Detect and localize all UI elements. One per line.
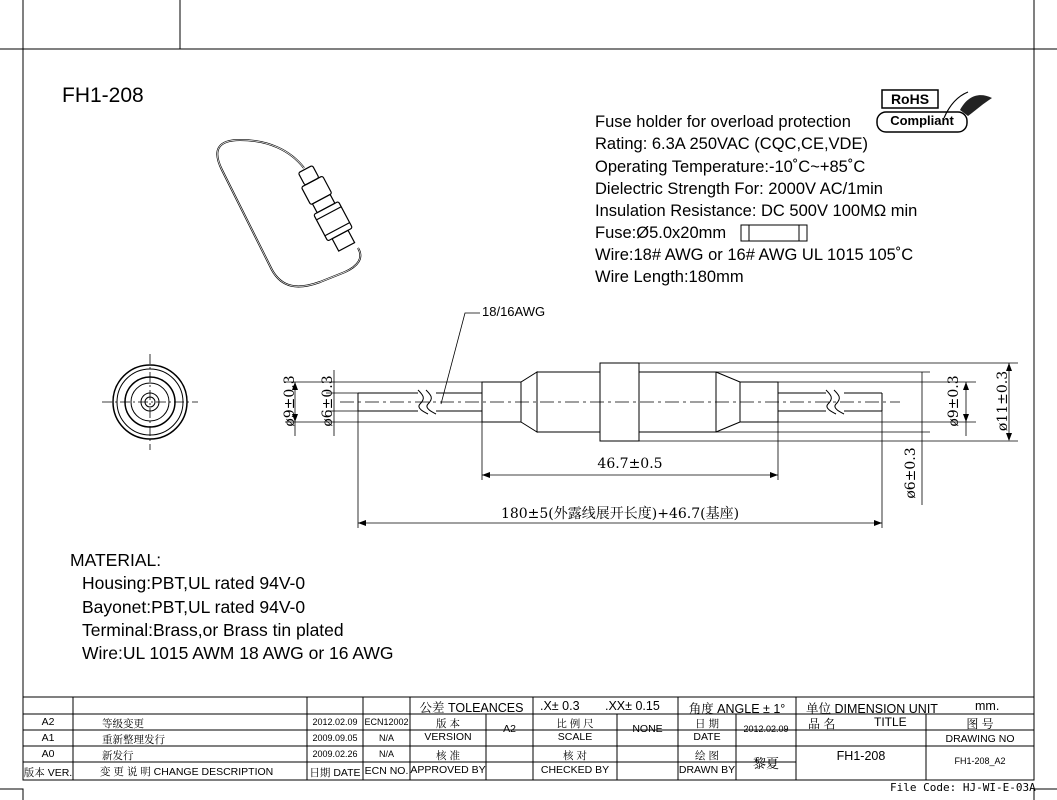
revision-desc: 重新整理发行: [102, 734, 165, 746]
drawn-label-cn: 绘 图: [695, 750, 719, 762]
revision-desc: 新发行: [102, 750, 134, 762]
dimension-unit-value: mm.: [975, 699, 1000, 713]
dim-body-length: 46.7±0.5: [597, 456, 663, 472]
checked-label: CHECKED BY: [540, 764, 610, 776]
rohs-logo-text: RoHS: [890, 91, 930, 107]
material-item: Housing:PBT,UL rated 94V-0: [82, 573, 306, 593]
tolerance-x: .X± 0.3: [540, 699, 580, 713]
checked-label-cn: 核 对: [563, 750, 587, 762]
drawing-no-value: FH1-208_A2: [954, 756, 1006, 766]
version-value: A2: [503, 723, 516, 735]
part-number: FH1-208: [62, 84, 144, 107]
wire-gauge-label: 18/16AWG: [482, 304, 546, 319]
drawn-label: DRAWN BY: [678, 764, 736, 776]
dim-d6-left: ø6±0.3: [320, 375, 336, 427]
drawing-no-label: DRAWING NO: [945, 733, 1015, 745]
scale-label-cn: 比 例 尺: [556, 718, 594, 730]
tolerance-xx: .XX± 0.15: [605, 699, 660, 713]
version-label-cn: 版 本: [436, 718, 460, 730]
revision-desc: 等级变更: [102, 718, 144, 730]
header-change-description: 变 更 说 明 CHANGE DESCRIPTION: [100, 766, 274, 778]
end-view: [102, 354, 198, 450]
date-label-cn: 日 期: [695, 718, 719, 730]
dim-d9-left: ø9±0.3: [282, 375, 298, 427]
title-label-cn: 品 名: [808, 717, 836, 731]
dim-d11-right: ø11±0.3: [995, 370, 1011, 432]
dim-d6-bottom: ø6±0.3: [903, 447, 919, 499]
revision-ecn: ECN12002: [364, 717, 409, 727]
approved-label-cn: 核 准: [436, 750, 460, 762]
spec-line: Operating Temperature:-10˚C~+85˚C: [595, 158, 866, 176]
revision-ver: A1: [41, 732, 55, 744]
material-heading: MATERIAL:: [70, 550, 162, 570]
dim-total-length: 180±5(外露线展开长度)+46.7(基座): [500, 506, 740, 522]
scale-label: SCALE: [557, 731, 593, 743]
spec-line: Rating: 6.3A 250VAC (CQC,CE,VDE): [595, 135, 868, 153]
tolerance-angle: 角度 ANGLE ± 1°: [688, 702, 786, 716]
material-item: Wire:UL 1015 AWM 18 AWG or 16 AWG: [82, 643, 394, 663]
revision-ver: A0: [41, 748, 55, 760]
revision-date: 2012.02.09: [312, 717, 358, 727]
rohs-compliant-text: Compliant: [890, 113, 954, 128]
dimension-unit-label: 单位 DIMENSION UNIT: [806, 702, 938, 716]
scale-value: NONE: [632, 723, 663, 735]
isometric-view: [217, 140, 360, 286]
date-value: 2012.02.09: [743, 724, 789, 734]
revision-ver: A2: [41, 716, 55, 728]
spec-line: Wire Length:180mm: [595, 268, 744, 286]
header-ver: 版本 VER.: [23, 767, 73, 779]
title-label: TITLE: [874, 715, 907, 729]
material-item: Terminal:Brass,or Brass tin plated: [82, 620, 344, 640]
material-item: Bayonet:PBT,UL rated 94V-0: [82, 597, 306, 617]
spec-line: Fuse:Ø5.0x20mm: [595, 224, 727, 242]
tolerances-label: 公差 TOLEANCES: [419, 701, 524, 715]
revision-date: 2009.02.26: [312, 749, 358, 759]
dim-d9-right: ø9±0.3: [946, 375, 962, 427]
file-code: File Code: HJ-WI-E-03A: [890, 781, 1036, 794]
spec-line: Fuse holder for overload protection: [595, 113, 851, 131]
revision-date: 2009.09.05: [312, 733, 358, 743]
date-label: DATE: [693, 731, 721, 743]
revision-ecn: N/A: [378, 733, 394, 743]
header-ecn: ECN NO.: [364, 765, 409, 777]
drawn-by-value: 黎夏: [752, 756, 779, 771]
fuse-symbol-icon: [741, 225, 807, 241]
side-view: [340, 363, 900, 441]
version-label: VERSION: [424, 731, 472, 743]
drawing-no-label-cn: 图 号: [966, 717, 994, 731]
approved-label: APPROVED BY: [410, 764, 486, 776]
revision-ecn: N/A: [378, 749, 394, 759]
spec-line: Insulation Resistance: DC 500V 100MΩ min: [595, 202, 918, 220]
spec-line: Wire:18# AWG or 16# AWG UL 1015 105˚C: [595, 246, 914, 264]
title-value: FH1-208: [836, 749, 886, 763]
spec-line: Dielectric Strength For: 2000V AC/1min: [595, 180, 883, 198]
header-date: 日期 DATE: [309, 767, 361, 779]
